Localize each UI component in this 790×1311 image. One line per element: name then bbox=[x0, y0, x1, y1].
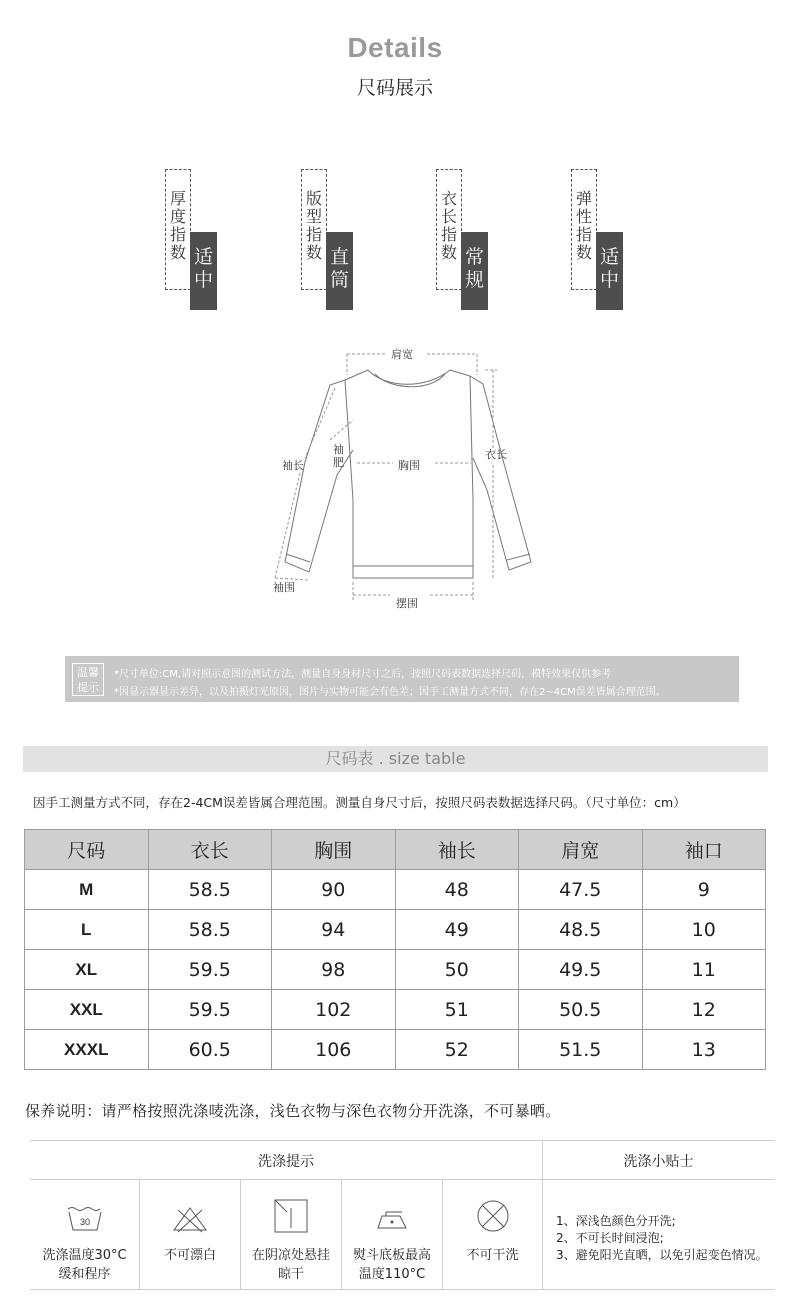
table-cell: 60.5 bbox=[148, 1030, 272, 1070]
table-cell: 50 bbox=[395, 950, 519, 990]
wash-item bbox=[140, 1180, 240, 1290]
table-cell: 98 bbox=[272, 950, 396, 990]
wash-item-text: 熨斗底板最高 温度110°C bbox=[352, 1248, 431, 1282]
table-cell: L bbox=[25, 910, 149, 950]
elasticity-index bbox=[571, 169, 641, 319]
hem-label: 摆围 bbox=[396, 597, 418, 610]
wash-tips-header: 洗涤提示 bbox=[258, 1154, 314, 1170]
notice-line: *尺寸单位:CM,请对照示意图的测试方法，测量自身身材尺寸之后，按照尺码表数据选择尺码，模特效果仅供参考 bbox=[114, 669, 612, 680]
table-cell: XXL bbox=[25, 990, 149, 1030]
column-header: 尺码 bbox=[25, 830, 149, 870]
table-cell: 58.5 bbox=[148, 870, 272, 910]
garment-measurement-diagram bbox=[265, 340, 545, 615]
table-cell: 49 bbox=[395, 910, 519, 950]
length-label: 衣长 bbox=[485, 448, 507, 461]
page-title: Details bbox=[347, 32, 443, 63]
table-row bbox=[25, 1030, 766, 1070]
sleeve-width-label: 袖肥 bbox=[333, 443, 344, 469]
list-item: 3、避免阳光直晒，以免引起变色情况。 bbox=[556, 1248, 768, 1262]
wash-tub-icon bbox=[65, 1204, 105, 1234]
iron-icon bbox=[372, 1204, 412, 1234]
table-cell: 106 bbox=[272, 1030, 396, 1070]
tips-notice bbox=[65, 656, 739, 702]
thickness-index bbox=[165, 169, 235, 319]
no-bleach-icon bbox=[170, 1204, 210, 1234]
index-value: 直 筒 bbox=[326, 232, 353, 310]
line-dry-shade-icon bbox=[271, 1198, 311, 1234]
no-dry-clean-icon bbox=[473, 1198, 513, 1234]
wash-item bbox=[241, 1180, 341, 1290]
size-table-note: 因手工测量方式不同，存在2-4CM误差皆属合理范围。测量自身尺寸后，按照尺码表数据选择尺码。（尺寸单位：cm） bbox=[33, 795, 686, 810]
column-header: 肩宽 bbox=[519, 830, 643, 870]
chest-label: 胸围 bbox=[398, 459, 420, 472]
table-cell: 50.5 bbox=[519, 990, 643, 1030]
table-cell: 13 bbox=[642, 1030, 766, 1070]
wash-advice-header: 洗涤小贴士 bbox=[623, 1154, 694, 1170]
table-cell: M bbox=[25, 870, 149, 910]
wash-item-text: 在阴凉处悬挂 晾干 bbox=[251, 1248, 330, 1282]
table-cell: 58.5 bbox=[148, 910, 272, 950]
shoulder-label: 肩宽 bbox=[391, 348, 413, 361]
page-subtitle: 尺码展示 bbox=[356, 77, 433, 99]
wash-item bbox=[342, 1180, 442, 1290]
table-cell: 52 bbox=[395, 1030, 519, 1070]
table-cell: 94 bbox=[272, 910, 396, 950]
wash-item bbox=[30, 1180, 139, 1290]
column-header: 衣长 bbox=[148, 830, 272, 870]
table-cell: 12 bbox=[642, 990, 766, 1030]
notice-line: *因显示器显示差异，以及拍摄灯光原因，图片与实物可能会有色差；因手工测量方式不同，存在2~4CM误差皆属合理范围。 bbox=[114, 687, 666, 698]
table-cell: 49.5 bbox=[519, 950, 643, 990]
length-index bbox=[436, 169, 506, 319]
size-table-title: 尺码表 . size table bbox=[23, 746, 768, 772]
table-cell: 48 bbox=[395, 870, 519, 910]
table-row bbox=[25, 870, 766, 910]
wash-item-text: 不可干洗 bbox=[466, 1248, 519, 1263]
table-cell: 10 bbox=[642, 910, 766, 950]
table-cell: 90 bbox=[272, 870, 396, 910]
wash-item-text: 洗涤温度30°C 缓和程序 bbox=[42, 1248, 127, 1282]
washing-guide bbox=[30, 1140, 775, 1290]
table-row bbox=[25, 990, 766, 1030]
index-label: 版 型 指 数 bbox=[305, 189, 322, 262]
size-table bbox=[24, 829, 766, 1070]
column-header: 袖长 bbox=[395, 830, 519, 870]
table-cell: 47.5 bbox=[519, 870, 643, 910]
column-header: 袖口 bbox=[642, 830, 766, 870]
sleeve-length-label: 袖长 bbox=[282, 459, 304, 472]
wash-advice-list bbox=[556, 1213, 768, 1264]
table-cell: 102 bbox=[272, 990, 396, 1030]
table-cell: 51.5 bbox=[519, 1030, 643, 1070]
cuff-label: 袖围 bbox=[273, 581, 295, 594]
table-cell: 51 bbox=[395, 990, 519, 1030]
fit-index bbox=[301, 169, 371, 319]
table-cell: 59.5 bbox=[148, 950, 272, 990]
index-value: 适 中 bbox=[190, 232, 217, 310]
index-label: 弹 性 指 数 bbox=[575, 189, 592, 262]
table-cell: XXXL bbox=[25, 1030, 149, 1070]
svg-text:30: 30 bbox=[79, 1217, 90, 1227]
list-item: 2、不可长时间浸泡; bbox=[556, 1231, 664, 1245]
table-cell: 11 bbox=[642, 950, 766, 990]
index-value: 适 中 bbox=[596, 232, 623, 310]
index-label: 衣 长 指 数 bbox=[440, 189, 457, 262]
index-label: 厚 度 指 数 bbox=[169, 189, 186, 262]
table-row bbox=[25, 910, 766, 950]
wash-item-text: 不可漂白 bbox=[163, 1248, 216, 1263]
column-header: 胸围 bbox=[272, 830, 396, 870]
care-instructions: 保养说明：请严格按照洗涤唛洗涤，浅色衣物与深色衣物分开洗涤，不可暴晒。 bbox=[25, 1102, 561, 1120]
index-value: 常 规 bbox=[461, 232, 488, 310]
list-item: 1、深浅色颜色分开洗; bbox=[556, 1214, 676, 1228]
table-row bbox=[25, 950, 766, 990]
table-cell: 59.5 bbox=[148, 990, 272, 1030]
wash-item bbox=[443, 1180, 542, 1290]
table-cell: 48.5 bbox=[519, 910, 643, 950]
table-cell: XL bbox=[25, 950, 149, 990]
notice-tag: 温馨 提示 bbox=[72, 663, 104, 696]
table-header-row bbox=[25, 830, 766, 870]
table-cell: 9 bbox=[642, 870, 766, 910]
